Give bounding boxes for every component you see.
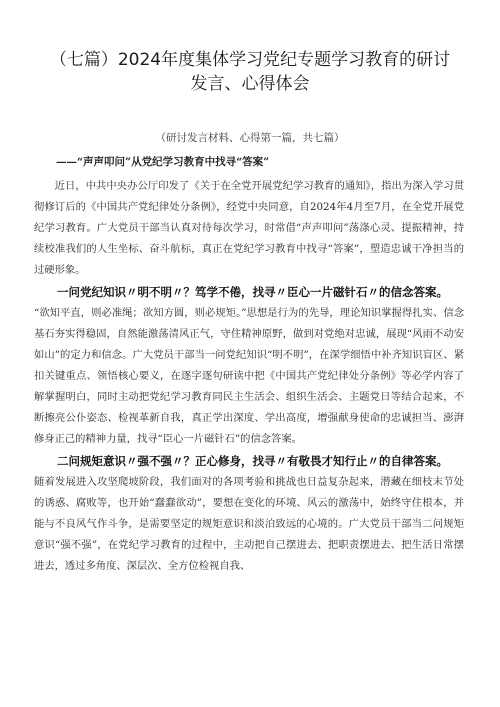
intro-paragraph: 近日，中共中央办公厅印发了《关于在全党开展党纪学习教育的通知》，指出为深入学习贯彻修订后的《中国共产党纪律处分条例》，经党中央同意，自2024年4月至7月，在全党开展党纪学习教育。广大党员干部当认真对待每次学习，时常借“声声叩问”荡涤心灵、提振精神，持续校准我们的人生坐标、奋斗航标，真正在党纪学习教育中找寻“答案”，塑造忠诚干净担当的过硬形象。 — [34, 180, 464, 276]
heading-1: 一问党纪知识〃明不明〃？笃学不倦，找寻〃臣心一片磁针石〃的信念答案。 — [57, 285, 448, 299]
title-line-1: （七篇）2024年度集体学习党纪专题学习教育的研讨 — [49, 50, 451, 70]
body-text — [34, 176, 464, 577]
section-tagline: ——“声声叩问”从党纪学习教育中找寻“答案” — [56, 156, 270, 168]
subtitle: （研讨发言材料、心得第一篇，共七篇） — [155, 132, 345, 144]
title-line-2: 发言、心得体会 — [190, 74, 310, 94]
paragraph-2: 随着发展进入攻坚爬坡阶段，我们面对的各项考验和挑战也日益复杂起来，潜藏在细枝末节处的诱惑、腐败等，也开始“蠢蠢欲动”，要想在变化的环境、风云的激荡中，始终守住根本，并能与不良风气作斗争，是需要坚定的规矩意识和淡泊致远的心境的。广大党员干部当二问规矩意识“强不强”，在党纪学习教育的过程中，主动把自己摆进去、把职责摆进去、把生活日常摆进去，透过多角度、深层次、全方位检视自我、 — [34, 476, 464, 572]
heading-2: 二问规矩意识〃强不强〃？正心修身，找寻〃有敬畏才知行止〃的自律答案。 — [57, 454, 448, 468]
paragraph-1: “欲知平直，则必准绳；欲知方圆，则必规矩。”思想是行为的先导，理论知识掌握得扎实、信念基石夯实得稳固，自然能激荡清风正气，守住精神原野，做到对党绝对忠诚，展现“风雨不动安如山”的定力和信念。广大党员干部当一问党纪知识“明不明”，在深学细悟中补齐知识盲区、紧扣关键重点、领悟核心要义，在逐字逐句研读中把《中国共产党纪律处分条例》等必学内容了解掌握明白，同时主动把党纪学习教育同民主生活会、组织生活会、主题党日等结合起来，不断擦亮公仆姿态、检视革新自我，真正学出深度、学出高度，增强献身使命的忠诚担当、澎湃修身正己的精神力量，找寻“臣心一片磁针石”的信念答案。 — [34, 307, 464, 445]
